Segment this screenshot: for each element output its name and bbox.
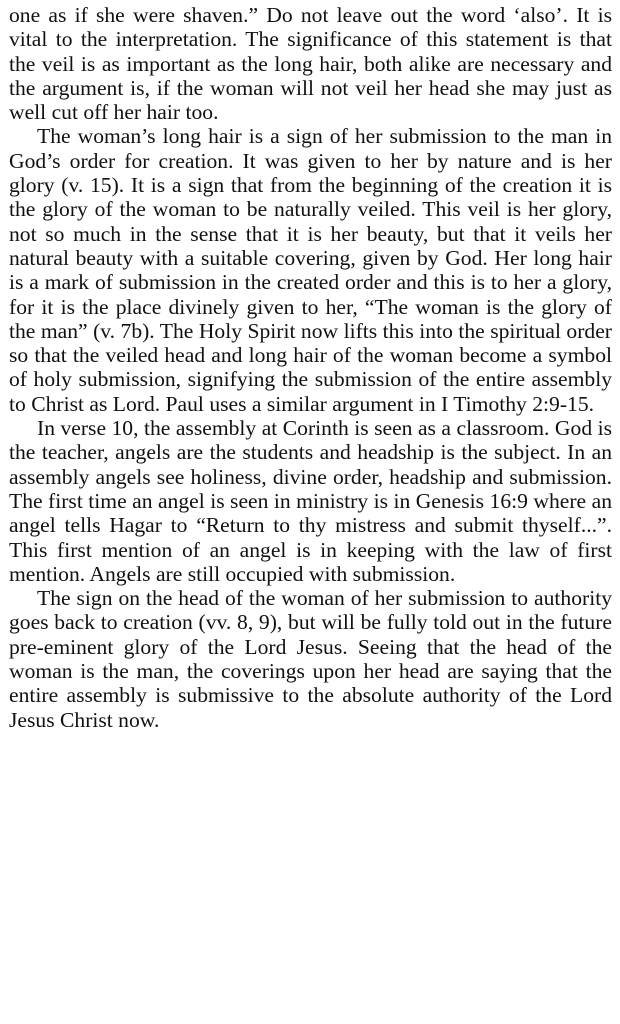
- paragraph-angels-classroom: In verse 10, the assembly at Corinth is seen as a classroom. God is the teacher, angels are the students and headship is the subject. In an assembly angels see holiness, divine order, headship and submission. The first time an angel is seen in ministry is in Genesis 16:9 where an angel tells Hagar to “Return to thy mistress and submit thyself...”. This first mention of an angel is in keeping with the law of first mention. Angels are still occupied with submission.: [9, 416, 612, 586]
- paragraph-veil-argument: one as if she were shaven.” Do not leave out the word ‘also’. It is vital to the interpretation. The significance of this statement is that the veil is as important as the long hair, both alike are necessary and the argument is, if the woman will not veil her head she may just as well cut off her hair too.: [9, 3, 612, 125]
- paragraph-sign-on-head: The sign on the head of the woman of her submission to authority goes back to creation (vv. 8, 9), but will be fully told out in the future pre-eminent glory of the Lord Jesus. Seeing that the head of the woman is the man, the coverings upon her head are saying that the entire assembly is submissive to the absolute authority of the Lord Jesus Christ now.: [9, 586, 612, 732]
- paragraph-long-hair: The woman’s long hair is a sign of her submission to the man in God’s order for creation. It was given to her by nature and is her glory (v. 15). It is a sign that from the beginning of the creation it is the glory of the woman to be naturally veiled. This veil is her glory, not so much in the sense that it is her beauty, but that it veils her natural beauty with a suitable covering, given by God. Her long hair is a mark of submission in the created order and this is to her a glory, for it is the place divinely given to her, “The woman is the glory of the man” (v. 7b). The Holy Spirit now lifts this into the spiritual order so that the veiled head and long hair of the woman become a symbol of holy submission, signifying the submission of the entire assembly to Christ as Lord. Paul uses a similar argument in I Timothy 2:9-15.: [9, 124, 612, 416]
